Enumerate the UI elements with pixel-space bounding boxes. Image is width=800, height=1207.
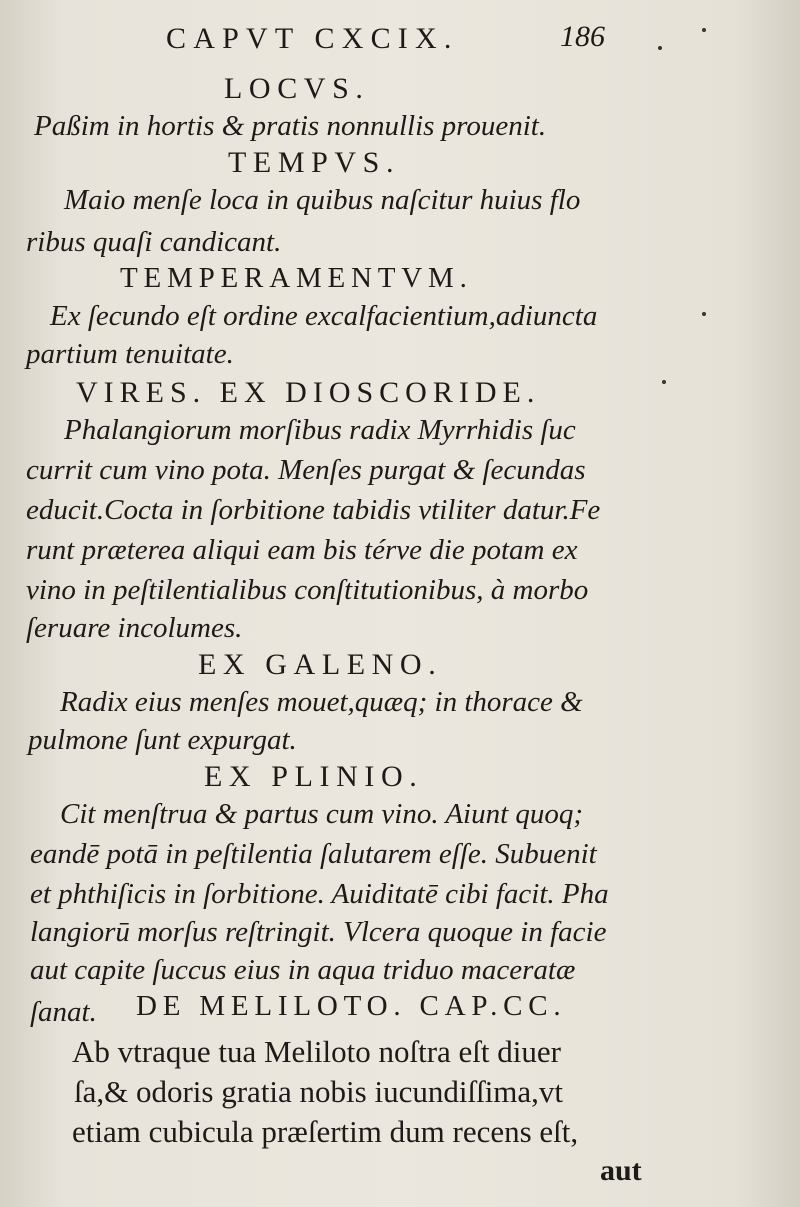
- ink-speck: [662, 380, 666, 384]
- section-heading-plinio: EX PLINIO.: [204, 760, 424, 793]
- plinio-line-4: langiorū morſus reſtringit. Vlcera quoque in facie: [30, 916, 607, 948]
- tempus-line-1: Maio menſe loca in quibus naſcitur huius flo: [64, 184, 581, 216]
- page-number: 186: [560, 20, 605, 53]
- galeno-line-1: Radix eius menſes mouet,quæq; in thorace &: [60, 686, 583, 718]
- section-heading-vires: VIRES. EX DIOSCORIDE.: [76, 376, 541, 409]
- temperamentum-line-1: Ex ſecundo eſt ordine excalfacientium,adiuncta: [50, 300, 598, 332]
- plinio-line-6: ſanat.: [30, 996, 97, 1028]
- meliloto-line-2: ſa,& odoris gratia nobis iucundiſſima,vt: [74, 1074, 564, 1109]
- section-heading-locus: LOCVS.: [224, 72, 370, 105]
- catchword: aut: [600, 1154, 642, 1187]
- vires-line-2: currit cum vino pota. Menſes purgat & ſecundas: [26, 454, 586, 486]
- meliloto-line-1: Ab vtraque tua Meliloto noſtra eſt diuer: [72, 1034, 561, 1069]
- section-heading-galeno: EX GALENO.: [198, 648, 443, 681]
- galeno-line-2: pulmone ſunt expurgat.: [28, 724, 297, 756]
- section-heading-tempus: TEMPVS.: [228, 146, 401, 179]
- tempus-line-2: ribus quaſi candicant.: [26, 226, 282, 258]
- locus-line-1: Paßim in hortis & pratis nonnullis prouenit.: [34, 110, 547, 142]
- plinio-line-2: eandē potā in peſtilentia ſalutarem eſſe. Subuenit: [30, 838, 597, 870]
- ink-speck: [702, 28, 706, 32]
- vires-line-6: ſeruare incolumes.: [26, 612, 243, 644]
- section-heading-temperamentum: TEMPERAMENTVM.: [120, 262, 473, 294]
- vires-line-1: Phalangiorum morſibus radix Myrrhidis ſuc: [64, 414, 576, 446]
- vires-line-3: educit.Cocta in ſorbitione tabidis vtiliter datur.Fe: [26, 494, 601, 526]
- running-title: CAPVT CXCIX.: [166, 22, 459, 55]
- temperamentum-line-2: partium tenuitate.: [26, 338, 234, 370]
- ink-speck: [658, 46, 662, 50]
- plinio-line-1: Cit menſtrua & partus cum vino. Aiunt quoq;: [60, 798, 584, 830]
- plinio-line-5: aut capite ſuccus eius in aqua triduo maceratæ: [30, 954, 576, 986]
- chapter-heading-de-meliloto: DE MELILOTO. CAP.CC.: [136, 990, 567, 1022]
- plinio-line-3: et phthiſicis in ſorbitione. Auiditatē cibi facit. Pha: [30, 878, 609, 910]
- meliloto-line-3: etiam cubicula præſertim dum recens eſt,: [72, 1114, 579, 1149]
- vires-line-4: runt præterea aliqui eam bis térve die potam ex: [26, 534, 578, 566]
- vires-line-5: vino in peſtilentialibus conſtitutionibus, à morbo: [26, 574, 589, 606]
- ink-speck: [702, 312, 706, 316]
